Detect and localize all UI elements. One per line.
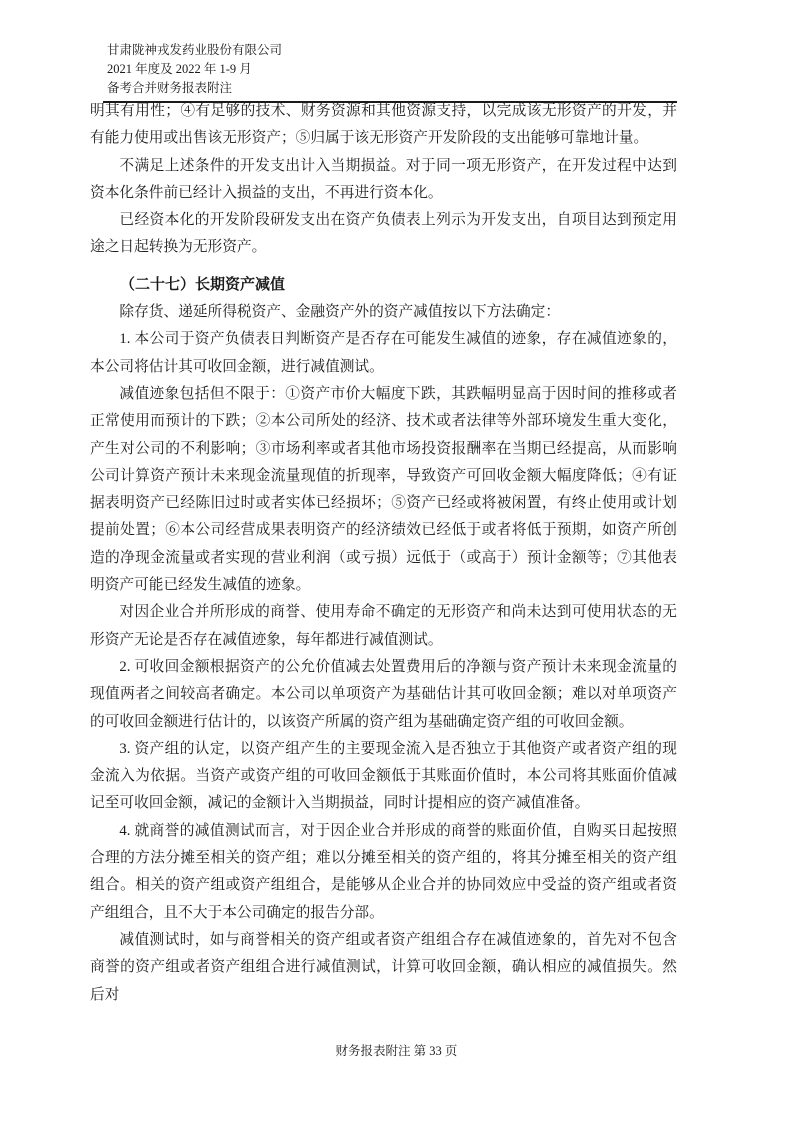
section-heading: （二十七）长期资产减值 bbox=[120, 276, 286, 293]
company-name: 甘肃陇神戎发药业股份有限公司 bbox=[107, 43, 283, 57]
paragraph: 减值测试时，如与商誉相关的资产组或者资产组组合存在减值迹象的，首先对不包含商誉的资产组或者资产组组合进行减值测试，计算可收回金额，确认相应的减值损失。然后对 bbox=[90, 931, 677, 1003]
paragraph: 减值迹象包括但不限于：①资产市价大幅度下跌，其跌幅明显高于因时间的推移或者正常使用而预计的下跌；②本公司所处的经济、技术或者法律等外部环境发生重大变化，产生对公司的不利影响；③市场利率或者其他市场投资报酬率在当期已经提高，从而影响公司计算资产预计未来现金流量现值的折现率，导致资产可回收金额大幅度降低；④有证据表明资产已经陈旧过时或者实体已经损坏；⑤资产已经或将被闲置，有终止使用或计划提前处置；⑥本公司经营成果表明资产的经济绩效已经低于或者将低于预期，如资产所创造的净现金流量或者实现的营业利润（或亏损）远低于（或高于）预计金额等；⑦其他表明资产可能已经发生减值的迹象。 bbox=[90, 385, 677, 594]
document-body bbox=[90, 98, 677, 1009]
paragraph-continuation: 明其有用性；④有足够的技术、财务资源和其他资源支持，以完成该无形资产的开发，并有能力使用或出售该无形资产；⑤归属于该无形资产开发阶段的支出能够可靠地计量。 bbox=[90, 103, 677, 147]
document-title: 备考合并财务报表附注 bbox=[107, 81, 233, 95]
page-footer: 财务报表附注 第 33 页 bbox=[335, 1044, 458, 1058]
paragraph: 对因企业合并所形成的商誉、使用寿命不确定的无形资产和尚未达到可使用状态的无形资产无论是否存在减值迹象，每年都进行减值测试。 bbox=[90, 604, 677, 648]
paragraph: 不满足上述条件的开发支出计入当期损益。对于同一项无形资产，在开发过程中达到资本化条件前已经计入损益的支出，不再进行资本化。 bbox=[90, 157, 677, 201]
paragraph: 3. 资产组的认定，以资产组产生的主要现金流入是否独立于其他资产或者资产组的现金流入为依据。当资产或资产组的可收回金额低于其账面价值时，本公司将其账面价值减记至可收回金额，减记的金额计入当期损益，同时计提相应的资产减值准备。 bbox=[90, 740, 677, 812]
paragraph: 2. 可收回金额根据资产的公允价值减去处置费用后的净额与资产预计未来现金流量的现值两者之间较高者确定。本公司以单项资产为基础估计其可收回金额；难以对单项资产的可收回金额进行估计的，以该资产所属的资产组为基础确定资产组的可收回金额。 bbox=[90, 658, 677, 730]
paragraph: 1. 本公司于资产负债表日判断资产是否存在可能发生减值的迹象，存在减值迹象的，本公司将估计其可收回金额，进行减值测试。 bbox=[90, 331, 677, 375]
paragraph: 4. 就商誉的减值测试而言，对于因企业合并形成的商誉的账面价值，自购买日起按照合理的方法分摊至相关的资产组；难以分摊至相关的资产组的，将其分摊至相关的资产组组合。相关的资产组或资产组组合，是能够从企业合并的协同效应中受益的资产组或者资产组组合，且不大于本公司确定的报告分部。 bbox=[90, 822, 677, 921]
page-header bbox=[107, 41, 282, 98]
report-period: 2021 年度及 2022 年 1-9 月 bbox=[107, 62, 252, 76]
paragraph: 除存货、递延所得税资产、金融资产外的资产减值按以下方法确定： bbox=[119, 304, 561, 321]
paragraph: 已经资本化的开发阶段研发支出在资产负债表上列示为开发支出，自项目达到预定用途之日起转换为无形资产。 bbox=[90, 212, 677, 256]
